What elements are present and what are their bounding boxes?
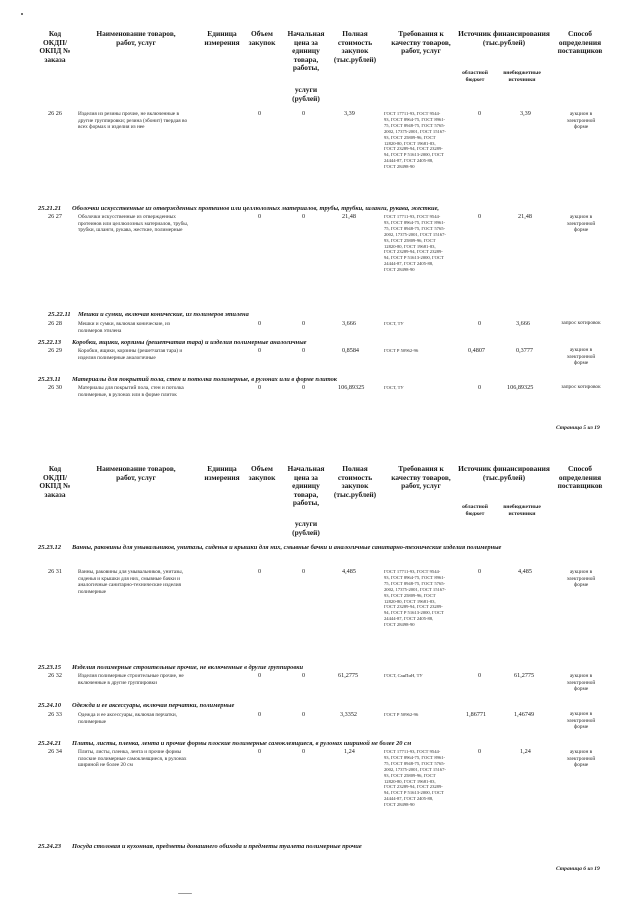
category-text: Мешки и сумки, включая конические, из полимеров этилена bbox=[78, 311, 249, 318]
header-start-price-unit: услуги (рублей) bbox=[292, 519, 320, 537]
header-code: Код ОКДП/ ОКПД № заказа bbox=[39, 464, 71, 499]
item-name: Ванны, раковины для умывальников, унитазы, сиденья и крышки для них, смывные бачки и аналогичные санитарно-технические изделия полимерные bbox=[78, 569, 184, 595]
row-number: 26 28 bbox=[48, 320, 62, 327]
item-name: Коробки, ящики, корзины (решетчатая тара) и изделия полимерные аналогичные bbox=[78, 348, 183, 361]
item-price: 0 bbox=[302, 213, 306, 220]
row-number: 26 34 bbox=[48, 748, 62, 755]
item-method: аукцион в электронной форме bbox=[566, 214, 596, 233]
item-nonbudget: 1,46749 bbox=[514, 711, 535, 718]
category-code: 25.22.13 bbox=[38, 339, 62, 346]
header-unit: Единица измерения bbox=[204, 464, 240, 482]
item-name: Оболочки искусственные из отвержденных протеинов или целлюлозных материалов, трубы, трубки, шланги, рукава, жесткие, полимерные bbox=[78, 214, 189, 233]
item-volume: 0 bbox=[258, 748, 262, 755]
item-volume: 0 bbox=[258, 320, 262, 327]
item-requirements: ГОСТ, ТУ bbox=[384, 385, 404, 390]
item-requirements: ГОСТ 17711-93, ГОСТ 9544-93, ГОСТ 8964-75, ГОСТ 8961-75, ГОСТ 8948-75, ГОСТ 5765-2002, 17375-2001, ГОСТ 15167-93, ГОСТ 25809-96, ГОСТ 12820-80, ГОСТ 19681-83, ГОСТ 23289-94, ГОСТ 23289-94, ГОСТ Р 51613-2000, ГОСТ 24444-87, ГОСТ 2405-88, ГОСТ 28498-90 bbox=[384, 569, 446, 628]
category-code: 25.22.11 bbox=[48, 311, 71, 318]
header-source: Источник финансирования (тыс.рублей) bbox=[458, 464, 550, 482]
item-total: 61,2775 bbox=[338, 672, 359, 679]
item-regional: 0 bbox=[478, 568, 482, 575]
item-regional: 0 bbox=[478, 384, 482, 391]
item-price: 0 bbox=[302, 384, 306, 391]
item-method: аукцион в электронной форме bbox=[566, 111, 596, 130]
category-code: 25.21.21 bbox=[38, 205, 62, 212]
item-volume: 0 bbox=[258, 347, 262, 354]
header-requirements: Требования к качеству товаров, работ, услуг bbox=[391, 464, 451, 491]
header-name: Наименование товаров, работ, услуг bbox=[96, 29, 176, 47]
item-nonbudget: 61,2775 bbox=[514, 672, 535, 679]
header-method: Способ определения поставщиков bbox=[557, 464, 603, 491]
item-method: запрос котировок bbox=[561, 320, 601, 326]
header-method: Способ определения поставщиков bbox=[557, 29, 603, 56]
item-regional: 0 bbox=[478, 672, 482, 679]
item-regional: 0,4807 bbox=[468, 347, 486, 354]
item-total: 3,666 bbox=[342, 320, 356, 327]
item-total: 3,3352 bbox=[340, 711, 358, 718]
item-total: 106,89325 bbox=[338, 384, 365, 391]
header-source: Источник финансирования (тыс.рублей) bbox=[458, 29, 550, 47]
row-number: 26 27 bbox=[48, 213, 62, 220]
item-price: 0 bbox=[302, 320, 306, 327]
category-code: 25.24.10 bbox=[38, 702, 62, 709]
item-method: аукцион в электронной форме bbox=[566, 569, 596, 588]
item-nonbudget: 4,485 bbox=[518, 568, 532, 575]
header-volume: Объем закупок bbox=[248, 29, 276, 47]
item-nonbudget: 106,89325 bbox=[507, 384, 534, 391]
item-name: Плиты, листы, пленка, лента и прочие формы плоские полимерные самоклеящиеся, в рулонах шириной не более 20 см bbox=[78, 749, 187, 768]
header-requirements: Требования к качеству товаров, работ, услуг bbox=[391, 29, 451, 56]
page-number: Страница 5 из 19 bbox=[556, 425, 600, 431]
item-volume: 0 bbox=[258, 213, 262, 220]
item-price: 0 bbox=[302, 672, 306, 679]
item-name: Мешки и сумки, включая конические, из полимеров этилена bbox=[78, 321, 170, 334]
item-requirements: ГОСТ, СанПиН, ТУ bbox=[384, 673, 423, 678]
item-total: 0,8584 bbox=[342, 347, 360, 354]
header-source-regional: областной бюджет bbox=[462, 504, 488, 517]
item-volume: 0 bbox=[258, 711, 262, 718]
item-price: 0 bbox=[302, 347, 306, 354]
header-start-price: Начальная цена за единицу товара, работы, bbox=[287, 29, 325, 73]
item-method: аукцион в электронной форме bbox=[566, 711, 596, 730]
item-requirements: ГОСТ 17711-93, ГОСТ 9544-93, ГОСТ 8964-75, ГОСТ 8961-75, ГОСТ 8948-75, ГОСТ 5765-2002, 17375-2001, ГОСТ 15167-93, ГОСТ 25809-96, ГОСТ 12820-80, ГОСТ 19681-83, ГОСТ 23289-94, ГОСТ 23289-94, ГОСТ Р 51613-2000, ГОСТ 24444-87, ГОСТ 2405-88, ГОСТ 28498-90 bbox=[384, 749, 446, 808]
scan-speck bbox=[178, 893, 192, 894]
category-text: Коробки, ящики, корзины (решетчатая тара) и изделия полимерные аналогичные bbox=[72, 339, 307, 346]
item-volume: 0 bbox=[258, 384, 262, 391]
category-code: 25.23.15 bbox=[38, 664, 62, 671]
row-number: 26 29 bbox=[48, 347, 62, 354]
category-text: Ванны, раковины для умывальников, унитазы, сиденья и крышки для них, смывные бачки и аналогичные санитарно-технические изделия полимерные bbox=[72, 544, 502, 551]
item-name: Материалы для покрытий пола, стен и потолка полимерные, в рулонах или в форме плиток bbox=[78, 385, 184, 398]
item-volume: 0 bbox=[258, 568, 262, 575]
category-text: Посуда столовая и кухонная, предметы домашнего обихода и предметы туалета полимерные прочие bbox=[72, 843, 362, 850]
header-unit: Единица измерения bbox=[204, 29, 240, 47]
row-number: 26 31 bbox=[48, 568, 62, 575]
header-total: Полная стоимость закупок (тыс.рублей) bbox=[333, 464, 377, 499]
row-number: 26 32 bbox=[48, 672, 62, 679]
item-method: аукцион в электронной форме bbox=[566, 749, 596, 768]
header-source-regional: областной бюджет bbox=[462, 70, 488, 83]
header-start-price-unit: услуги (рублей) bbox=[292, 85, 320, 103]
row-number: 26 33 bbox=[48, 711, 62, 718]
item-nonbudget: 0,3777 bbox=[516, 347, 534, 354]
item-requirements: ГОСТ 17711-93, ГОСТ 9544-93, ГОСТ 8964-75, ГОСТ 8961-75, ГОСТ 8948-75, ГОСТ 5765-2002, 17375-2001, ГОСТ 15167-93, ГОСТ 25809-96, ГОСТ 12820-80, ГОСТ 19681-83, ГОСТ 23289-94, ГОСТ 23289-94, ГОСТ Р 51613-2000, ГОСТ 24444-87, ГОСТ 2405-88, ГОСТ 28498-90 bbox=[384, 214, 446, 273]
category-text: Одежда и ее аксессуары, включая перчатки, полимерные bbox=[72, 702, 235, 709]
header-name: Наименование товаров, работ, услуг bbox=[96, 464, 176, 482]
item-method: аукцион в электронной форме bbox=[566, 347, 596, 366]
item-price: 0 bbox=[302, 110, 306, 117]
item-price: 0 bbox=[302, 748, 306, 755]
item-name: Изделия полимерные строительные прочие, не включенные в другие группировки bbox=[78, 673, 184, 686]
header-source-nonbudget: внебюджетные источники bbox=[503, 70, 541, 83]
item-requirements: ГОСТ Р 50962-96 bbox=[384, 712, 419, 717]
item-volume: 0 bbox=[258, 672, 262, 679]
category-text: Плиты, листы, пленка, лента и прочие формы плоские полимерные самоклеящиеся, в рулонах шириной не более 20 см bbox=[72, 740, 412, 747]
item-nonbudget: 1,24 bbox=[520, 748, 531, 755]
row-number: 26 30 bbox=[48, 384, 62, 391]
item-name: Изделия из резины прочие, не включенные в другие группировки; резина (эбонит) твердая во всех формах и изделия из нее bbox=[78, 111, 188, 130]
header-source-nonbudget: внебюджетные источники bbox=[503, 504, 541, 517]
category-text: Оболочки искусственные из отвержденных протеинов или целлюлозных материалов, трубы, трубки, шланги, рукава, жесткие, bbox=[72, 205, 439, 212]
category-code: 25.23.11 bbox=[38, 376, 61, 383]
page-number: Страница 6 из 19 bbox=[556, 866, 600, 872]
item-volume: 0 bbox=[258, 110, 262, 117]
category-text: Материалы для покрытий пола, стен и потолка полимерные, в рулонах или в форме плиток bbox=[72, 376, 338, 383]
item-price: 0 bbox=[302, 711, 306, 718]
item-requirements: ГОСТ, ТУ bbox=[384, 321, 404, 326]
category-code: 25.24.23 bbox=[38, 843, 62, 850]
item-nonbudget: 21,48 bbox=[518, 213, 532, 220]
item-total: 4,485 bbox=[342, 568, 356, 575]
header-start-price: Начальная цена за единицу товара, работы, bbox=[287, 464, 325, 508]
row-number: 26 26 bbox=[48, 110, 62, 117]
item-regional: 0 bbox=[478, 320, 482, 327]
item-regional: 1,86771 bbox=[466, 711, 487, 718]
item-requirements: ГОСТ 17711-93, ГОСТ 9544-93, ГОСТ 8964-75, ГОСТ 8961-75, ГОСТ 8948-75, ГОСТ 5765-2002, 17375-2001, ГОСТ 15167-93, ГОСТ 25809-96, ГОСТ 12820-80, ГОСТ 19681-83, ГОСТ 23289-94, ГОСТ 23289-94, ГОСТ Р 51613-2000, ГОСТ 24444-87, ГОСТ 2405-88, ГОСТ 28498-90 bbox=[384, 111, 446, 170]
item-regional: 0 bbox=[478, 748, 482, 755]
item-total: 21,48 bbox=[342, 213, 356, 220]
item-nonbudget: 3,39 bbox=[520, 110, 531, 117]
item-price: 0 bbox=[302, 568, 306, 575]
item-name: Одежда и ее аксессуары, включая перчатки, полимерные bbox=[78, 712, 178, 725]
item-method: аукцион в электронной форме bbox=[566, 673, 596, 692]
header-volume: Объем закупок bbox=[248, 464, 276, 482]
header-total: Полная стоимость закупок (тыс.рублей) bbox=[333, 29, 377, 64]
header-code: Код ОКДП/ ОКПД № заказа bbox=[39, 29, 71, 64]
category-text: Изделия полимерные строительные прочие, не включенные в другие группировки bbox=[72, 664, 303, 671]
item-method: запрос котировок bbox=[561, 384, 601, 390]
item-nonbudget: 3,666 bbox=[516, 320, 530, 327]
scan-speck bbox=[21, 13, 23, 15]
category-code: 25.24.21 bbox=[38, 740, 62, 747]
item-regional: 0 bbox=[478, 213, 482, 220]
item-regional: 0 bbox=[478, 110, 482, 117]
category-code: 25.23.12 bbox=[38, 544, 62, 551]
item-requirements: ГОСТ Р 50962-96 bbox=[384, 348, 419, 353]
item-total: 3,39 bbox=[344, 110, 355, 117]
item-total: 1,24 bbox=[344, 748, 355, 755]
